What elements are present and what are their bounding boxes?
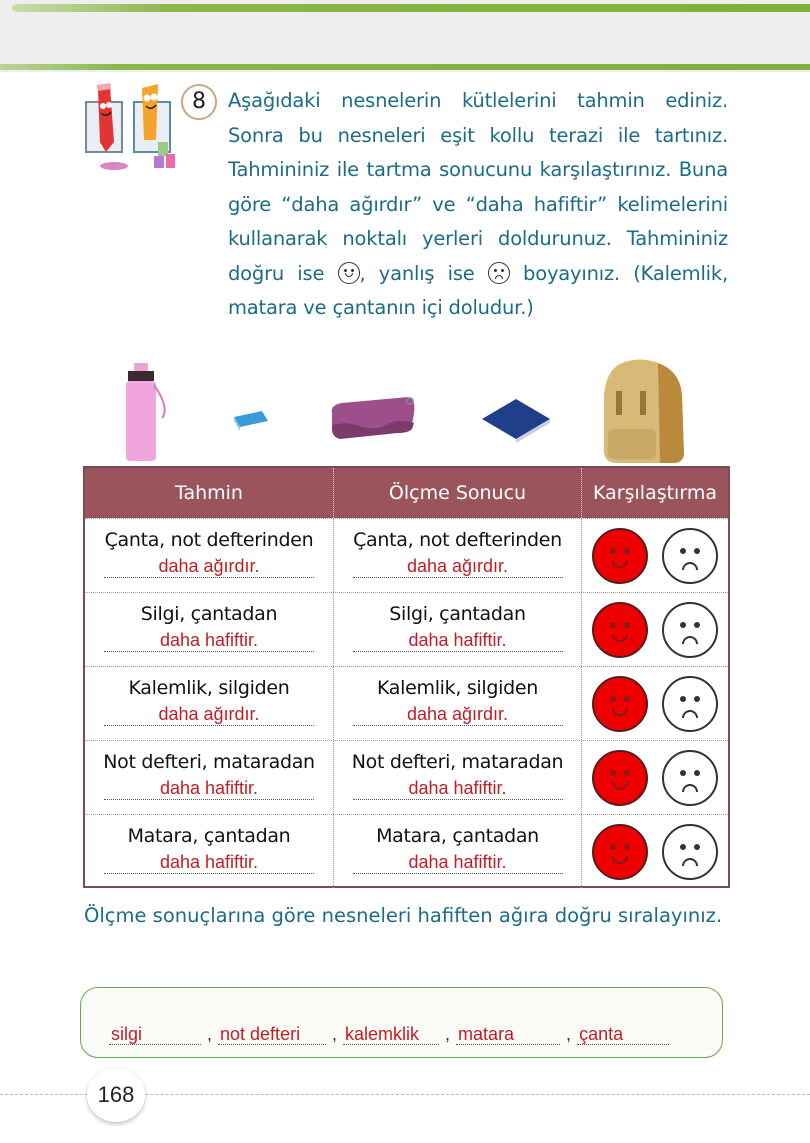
comparison-cell — [582, 593, 728, 666]
table-row — [85, 518, 728, 592]
tahmin-statement: Kalemlik, silgiden — [128, 677, 290, 699]
header-line-bottom — [0, 64, 810, 70]
sonuc-answer-field[interactable]: daha hafiftir. — [353, 852, 563, 874]
water-bottle-icon — [120, 363, 170, 463]
sad-face-icon — [488, 262, 510, 284]
ordering-answer-box — [80, 987, 723, 1058]
sonuc-statement: Kalemlik, silgiden — [376, 677, 539, 699]
tahmin-cell — [85, 519, 334, 592]
page-number: 168 — [87, 1068, 145, 1122]
objects-row — [100, 355, 720, 465]
sad-face-icon[interactable] — [662, 750, 718, 806]
question-instructions — [228, 84, 728, 326]
table-row — [85, 666, 728, 740]
instructions-text-part2: , yanlış ise — [359, 261, 488, 285]
pencil-mascot-icon — [84, 80, 184, 175]
tahmin-statement: Çanta, not defterinden — [104, 529, 314, 551]
ordering-slot-2[interactable]: not defteri — [218, 1024, 326, 1045]
happy-face-icon[interactable] — [592, 528, 648, 584]
tahmin-cell — [85, 593, 334, 666]
tahmin-statement: Matara, çantadan — [127, 825, 291, 847]
instructions-text-part1: Aşağıdaki nesnelerin kütlelerini tahmin ediniz. Sonra bu nesneleri eşit kollu terazi ile tartınız. Tahmininiz ile tartma sonucunu karşılaştırınız. Buna göre “daha ağırdır” ve “daha hafiftir” kelimelerini kullanarak noktalı yerleri doldurunuz. Tahmininiz doğru ise — [228, 89, 728, 285]
comparison-cell — [582, 815, 728, 888]
separator: , — [207, 1024, 213, 1044]
sonuc-cell — [334, 593, 582, 666]
sonuc-statement: Matara, çantadan — [376, 825, 539, 847]
sad-face-icon[interactable] — [662, 676, 718, 732]
sonuc-answer-field[interactable]: daha hafiftir. — [353, 630, 563, 652]
tahmin-answer-field[interactable]: daha hafiftir. — [104, 852, 314, 874]
comparison-table — [83, 466, 730, 888]
sonuc-cell — [334, 519, 582, 592]
happy-face-icon[interactable] — [592, 824, 648, 880]
tahmin-answer-field[interactable]: daha hafiftir. — [104, 630, 314, 652]
separator: , — [445, 1024, 451, 1044]
notebook-icon — [480, 397, 552, 443]
ordering-slot-5[interactable]: çanta — [577, 1024, 669, 1045]
sad-face-icon[interactable] — [662, 528, 718, 584]
comparison-cell — [582, 667, 728, 740]
ordering-slot-1[interactable]: silgi — [109, 1024, 201, 1045]
comparison-cell — [582, 741, 728, 814]
backpack-icon — [598, 355, 690, 467]
tahmin-answer-field[interactable]: daha hafiftir. — [104, 778, 314, 800]
tahmin-statement: Not defteri, mataradan — [103, 751, 315, 773]
tahmin-statement: Silgi, çantadan — [140, 603, 278, 625]
sonuc-answer-field[interactable]: daha ağırdır. — [353, 556, 563, 578]
table-row — [85, 740, 728, 814]
sonuc-cell — [334, 815, 582, 888]
sonuc-statement: Silgi, çantadan — [389, 603, 526, 625]
tahmin-cell — [85, 741, 334, 814]
happy-face-icon[interactable] — [592, 676, 648, 732]
header-karsilastirma: Karşılaştırma — [593, 482, 717, 504]
table-row — [85, 814, 728, 888]
tahmin-answer-field[interactable]: daha ağırdır. — [104, 704, 314, 726]
sonuc-answer-field[interactable]: daha ağırdır. — [353, 704, 563, 726]
header-line-top — [12, 4, 810, 12]
question-number: 8 — [181, 84, 217, 120]
header-olcme-sonucu: Ölçme Sonucu — [334, 468, 582, 518]
happy-face-icon[interactable] — [592, 750, 648, 806]
sonuc-statement: Çanta, not defterinden — [353, 529, 562, 551]
sonuc-statement: Not defteri, mataradan — [351, 751, 564, 773]
tahmin-cell — [85, 815, 334, 888]
tahmin-answer-field[interactable]: daha ağırdır. — [104, 556, 314, 578]
sad-face-icon[interactable] — [662, 602, 718, 658]
table-header — [85, 468, 728, 518]
pencil-case-icon — [328, 395, 418, 441]
sonuc-cell — [334, 741, 582, 814]
ordering-slot-3[interactable]: kalemklik — [343, 1024, 439, 1045]
sonuc-answer-field[interactable]: daha hafiftir. — [353, 778, 563, 800]
happy-face-icon[interactable] — [592, 602, 648, 658]
sad-face-icon[interactable] — [662, 824, 718, 880]
sonuc-cell — [334, 667, 582, 740]
separator: , — [332, 1024, 338, 1044]
tahmin-cell — [85, 667, 334, 740]
header-tahmin: Tahmin — [85, 468, 334, 518]
header-band — [0, 0, 810, 72]
ordering-answer-line — [109, 1024, 669, 1045]
comparison-cell — [582, 519, 728, 592]
instructions-text-part3: boyayınız. (Kalemlik, matara ve çantanın içi doludur.) — [228, 261, 728, 319]
separator: , — [566, 1024, 572, 1044]
eraser-icon — [232, 407, 270, 431]
happy-face-icon — [338, 262, 360, 284]
ordering-question: Ölçme sonuçlarına göre nesneleri hafiften ağıra doğru sıralayınız. — [84, 904, 723, 927]
table-row — [85, 592, 728, 666]
ordering-slot-4[interactable]: matara — [456, 1024, 560, 1045]
